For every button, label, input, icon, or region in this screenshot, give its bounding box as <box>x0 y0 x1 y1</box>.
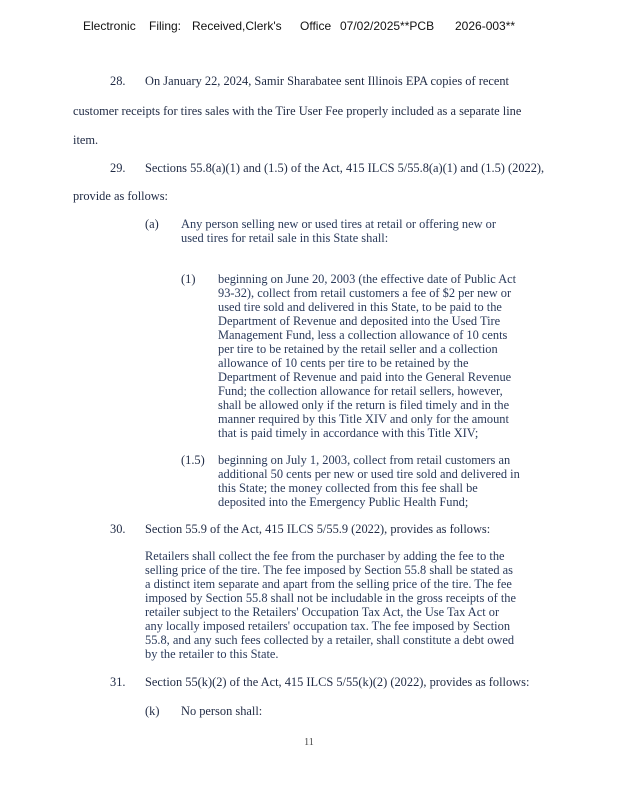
item-1-label: (1) <box>181 272 196 286</box>
item-1-5-text <box>218 453 520 509</box>
quote-line: per tire to be retained by the retail seller and a collection <box>218 342 498 356</box>
subsection-k-text: No person shall: <box>181 704 263 718</box>
quote-line: beginning on June 20, 2003 (the effective date of Public Act <box>218 272 517 286</box>
quote-line: beginning on July 1, 2003, collect from retail customers an <box>218 453 511 467</box>
filing-header <box>0 19 618 37</box>
quote-line: Department of Revenue and deposited into the Used Tire <box>218 314 501 328</box>
quote-line: Fund; the collection allowance for retail sellers, however, <box>218 384 503 398</box>
quote-line: shall be allowed only if the return is filed timely and in the <box>218 398 510 412</box>
para28-number: 28. <box>110 74 126 88</box>
quote-line: Management Fund, less a collection allowance of 10 cents <box>218 328 508 342</box>
quote-line: that is paid timely in accordance with this Title XIV; <box>218 426 479 440</box>
quote-line: retailer subject to the Retailers' Occupation Tax Act, the Use Tax Act or <box>145 605 500 619</box>
subsection-a-text <box>181 217 496 245</box>
quote-line: used tire sold and delivered in this State, to be paid to the <box>218 300 502 314</box>
item-1-5-label: (1.5) <box>181 453 205 467</box>
quote-line: manner required by this Title XIV and only for the amount <box>218 412 509 426</box>
quote-line: imposed by Section 55.8 shall not be includable in the gross receipts of the <box>145 591 516 605</box>
para30-quote <box>145 549 516 661</box>
quote-line: this State; the money collected from this fee shall be <box>218 481 478 495</box>
header-received: Received,Clerk's <box>192 19 282 33</box>
quote-line: Any person selling new or used tires at retail or offering new or <box>181 217 496 231</box>
para28-line: item. <box>73 133 99 147</box>
quote-line: deposited into the Emergency Public Health Fund; <box>218 495 469 509</box>
para29-line: provide as follows: <box>73 189 168 203</box>
quote-line: used tires for retail sale in this State shall: <box>181 231 389 245</box>
para31-line: Section 55(k)(2) of the Act, 415 ILCS 5/55(k)(2) (2022), provides as follows: <box>145 675 530 689</box>
para28-line: customer receipts for tires sales with the Tire User Fee properly included as a separate line <box>73 104 522 118</box>
quote-line: selling price of the tire. The fee imposed by Section 55.8 shall be stated as <box>145 563 513 577</box>
quote-line: allowance of 10 cents per tire to be retained by the <box>218 356 469 370</box>
quote-line: Department of Revenue and paid into the General Revenue <box>218 370 512 384</box>
header-date-code: 07/02/2025**PCB <box>340 19 435 33</box>
subsection-a-label: (a) <box>145 217 159 231</box>
header-electronic: Electronic <box>83 19 136 33</box>
para29-line: Sections 55.8(a)(1) and (1.5) of the Act, 415 ILCS 5/55.8(a)(1) and (1.5) (2022), <box>145 161 545 175</box>
para30-line: Section 55.9 of the Act, 415 ILCS 5/55.9 (2022), provides as follows: <box>145 522 491 536</box>
para31-number: 31. <box>110 675 126 689</box>
quote-line: any locally imposed retailers' occupation tax. The fee imposed by Section <box>145 619 511 633</box>
item-1-text <box>218 272 516 440</box>
quote-line: 93-32), collect from retail customers a fee of $2 per new or <box>218 286 512 300</box>
quote-line: 55.8, and any such fees collected by a retailer, shall constitute a debt owed <box>145 633 515 647</box>
page-number: 11 <box>304 737 314 748</box>
header-filing: Filing: <box>149 19 182 33</box>
subsection-k-label: (k) <box>145 704 160 718</box>
header-office: Office <box>300 19 332 33</box>
para30-number: 30. <box>110 522 126 536</box>
quote-line: a distinct item separate and apart from the selling price of the tire. The fee <box>145 577 512 591</box>
para28-line: On January 22, 2024, Samir Sharabatee sent Illinois EPA copies of recent <box>145 74 509 88</box>
quote-line: additional 50 cents per new or used tire sold and delivered in <box>218 467 520 481</box>
quote-line: Retailers shall collect the fee from the purchaser by adding the fee to the <box>145 549 505 563</box>
quote-line: by the retailer to this State. <box>145 647 279 661</box>
para29-number: 29. <box>110 161 126 175</box>
header-case-number: 2026-003** <box>455 19 516 33</box>
